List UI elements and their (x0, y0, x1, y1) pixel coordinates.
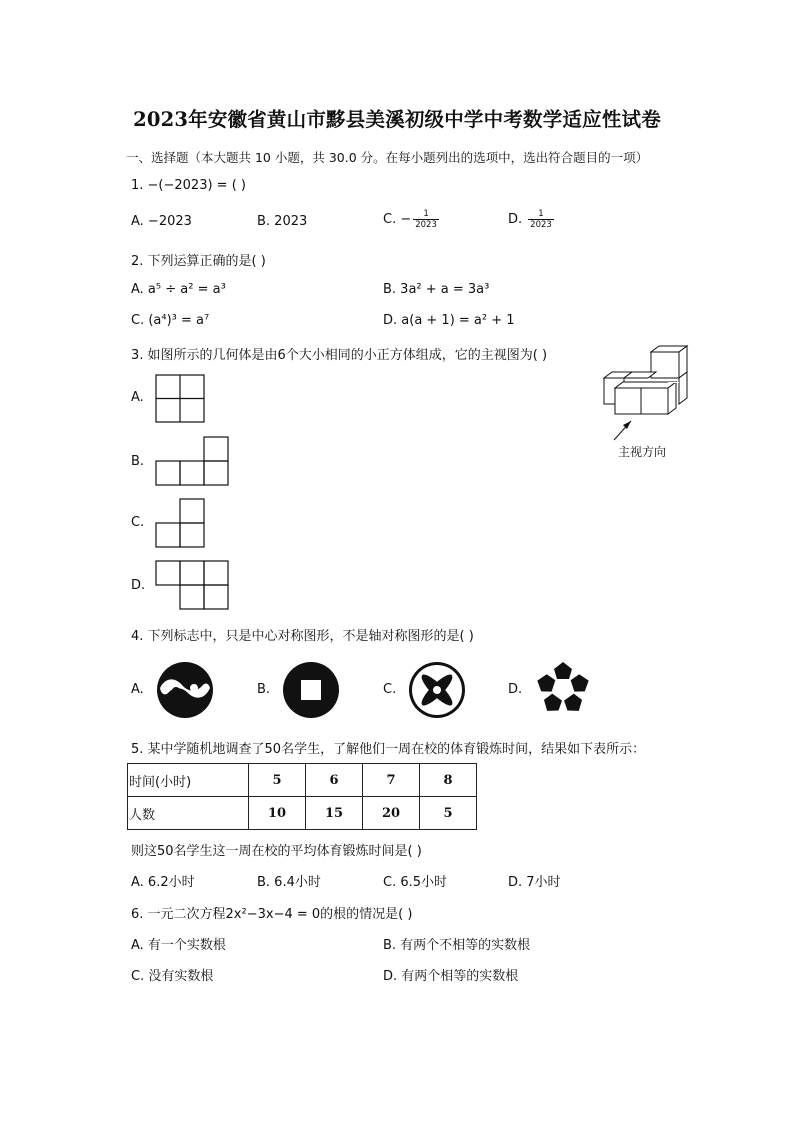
view-direction-arrow-icon (612, 418, 634, 442)
q6-option-d[interactable]: D. 有两个相等的实数根 (383, 969, 519, 984)
q2-stem: 2. 下列运算正确的是( ) (131, 254, 266, 269)
pentagon-flower-logo-icon (535, 660, 591, 716)
coin-square-logo-icon (282, 661, 340, 719)
q1-option-d-label: D. (508, 212, 523, 227)
q2-option-d[interactable]: D. a(a + 1) = a² + 1 (383, 313, 515, 328)
q1-option-a[interactable]: A. −2023 (131, 214, 192, 229)
table-cell: 10 (249, 797, 306, 830)
table-cell: 8 (420, 764, 477, 797)
q2-option-a[interactable]: A. a⁵ ÷ a² = a³ (131, 282, 226, 297)
q1-option-d[interactable] (508, 209, 554, 230)
table-cell: 6 (306, 764, 363, 797)
q5-data-table (127, 763, 477, 830)
table-row-header-count: 人数 (128, 797, 249, 830)
q2-option-b[interactable]: B. 3a² + a = 3a³ (383, 282, 490, 297)
fraction-numerator: 1 (528, 209, 554, 220)
q5-stem: 5. 某中学随机地调查了50名学生，了解他们一周在校的体育锻炼时间，结果如下表所示： (131, 742, 646, 757)
q3-option-c[interactable]: C. (131, 515, 145, 530)
q3-option-d[interactable]: D. (131, 578, 146, 593)
q4-option-c[interactable]: C. (383, 682, 397, 697)
q4-option-a[interactable]: A. (131, 682, 144, 697)
four-petal-flower-logo-icon (408, 661, 466, 719)
q5-option-b[interactable]: B. 6.4小时 (257, 875, 321, 890)
table-cell: 5 (249, 764, 306, 797)
q1-option-d-fraction (528, 209, 554, 230)
q5-option-d[interactable]: D. 7小时 (508, 875, 561, 890)
q3-option-b[interactable]: B. (131, 454, 145, 469)
q6-option-b[interactable]: B. 有两个不相等的实数根 (383, 938, 531, 953)
q3-option-a[interactable]: A. (131, 390, 144, 405)
table-cell: 7 (363, 764, 420, 797)
q6-option-c[interactable]: C. 没有实数根 (131, 969, 214, 984)
q5-option-c[interactable]: C. 6.5小时 (383, 875, 448, 890)
fraction-denominator: 2023 (415, 220, 437, 230)
q1-stem: 1. −(−2023) = ( ) (131, 178, 246, 193)
q5-question: 则这50名学生这一周在校的平均体育锻炼时间是( ) (131, 844, 422, 859)
table-row-header-time: 时间(小时) (128, 764, 249, 797)
view-direction-label: 主视方向 (618, 445, 667, 459)
q3-solid-figure (598, 344, 698, 419)
table-row (128, 797, 477, 830)
q3-option-a-figure (155, 374, 207, 424)
q5-option-a[interactable]: A. 6.2小时 (131, 875, 195, 890)
q1-option-c[interactable] (383, 209, 439, 230)
table-cell: 15 (306, 797, 363, 830)
q6-option-a[interactable]: A. 有一个实数根 (131, 938, 226, 953)
q3-option-d-figure (155, 560, 231, 612)
table-row (128, 764, 477, 797)
q2-option-c[interactable]: C. (a⁴)³ = a⁷ (131, 313, 210, 328)
q1-option-b[interactable]: B. 2023 (257, 214, 308, 229)
fraction-denominator: 2023 (530, 220, 552, 230)
q3-option-c-figure (155, 498, 207, 550)
q1-option-c-fraction (413, 209, 439, 230)
table-cell: 20 (363, 797, 420, 830)
table-cell: 5 (420, 797, 477, 830)
q4-stem: 4. 下列标志中，只是中心对称图形，不是轴对称图形的是( ) (131, 629, 474, 644)
q4-option-d[interactable]: D. (508, 682, 523, 697)
yin-yang-wave-logo-icon (156, 661, 214, 719)
q6-stem: 6. 一元二次方程2x²−3x−4 = 0的根的情况是( ) (131, 907, 413, 922)
q1-option-c-label: C. − (383, 212, 412, 227)
page-title: 2023年安徽省黄山市黟县美溪初级中学中考数学适应性试卷 (133, 108, 661, 131)
section-heading: 一、选择题（本大题共 10 小题，共 30.0 分。在每小题列出的选项中，选出符合题目的一项） (126, 150, 649, 165)
q3-stem: 3. 如图所示的几何体是由6个大小相同的小正方体组成，它的主视图为( ) (131, 348, 548, 363)
fraction-numerator: 1 (413, 209, 439, 220)
q4-option-b[interactable]: B. (257, 682, 271, 697)
q3-option-b-figure (155, 436, 231, 488)
